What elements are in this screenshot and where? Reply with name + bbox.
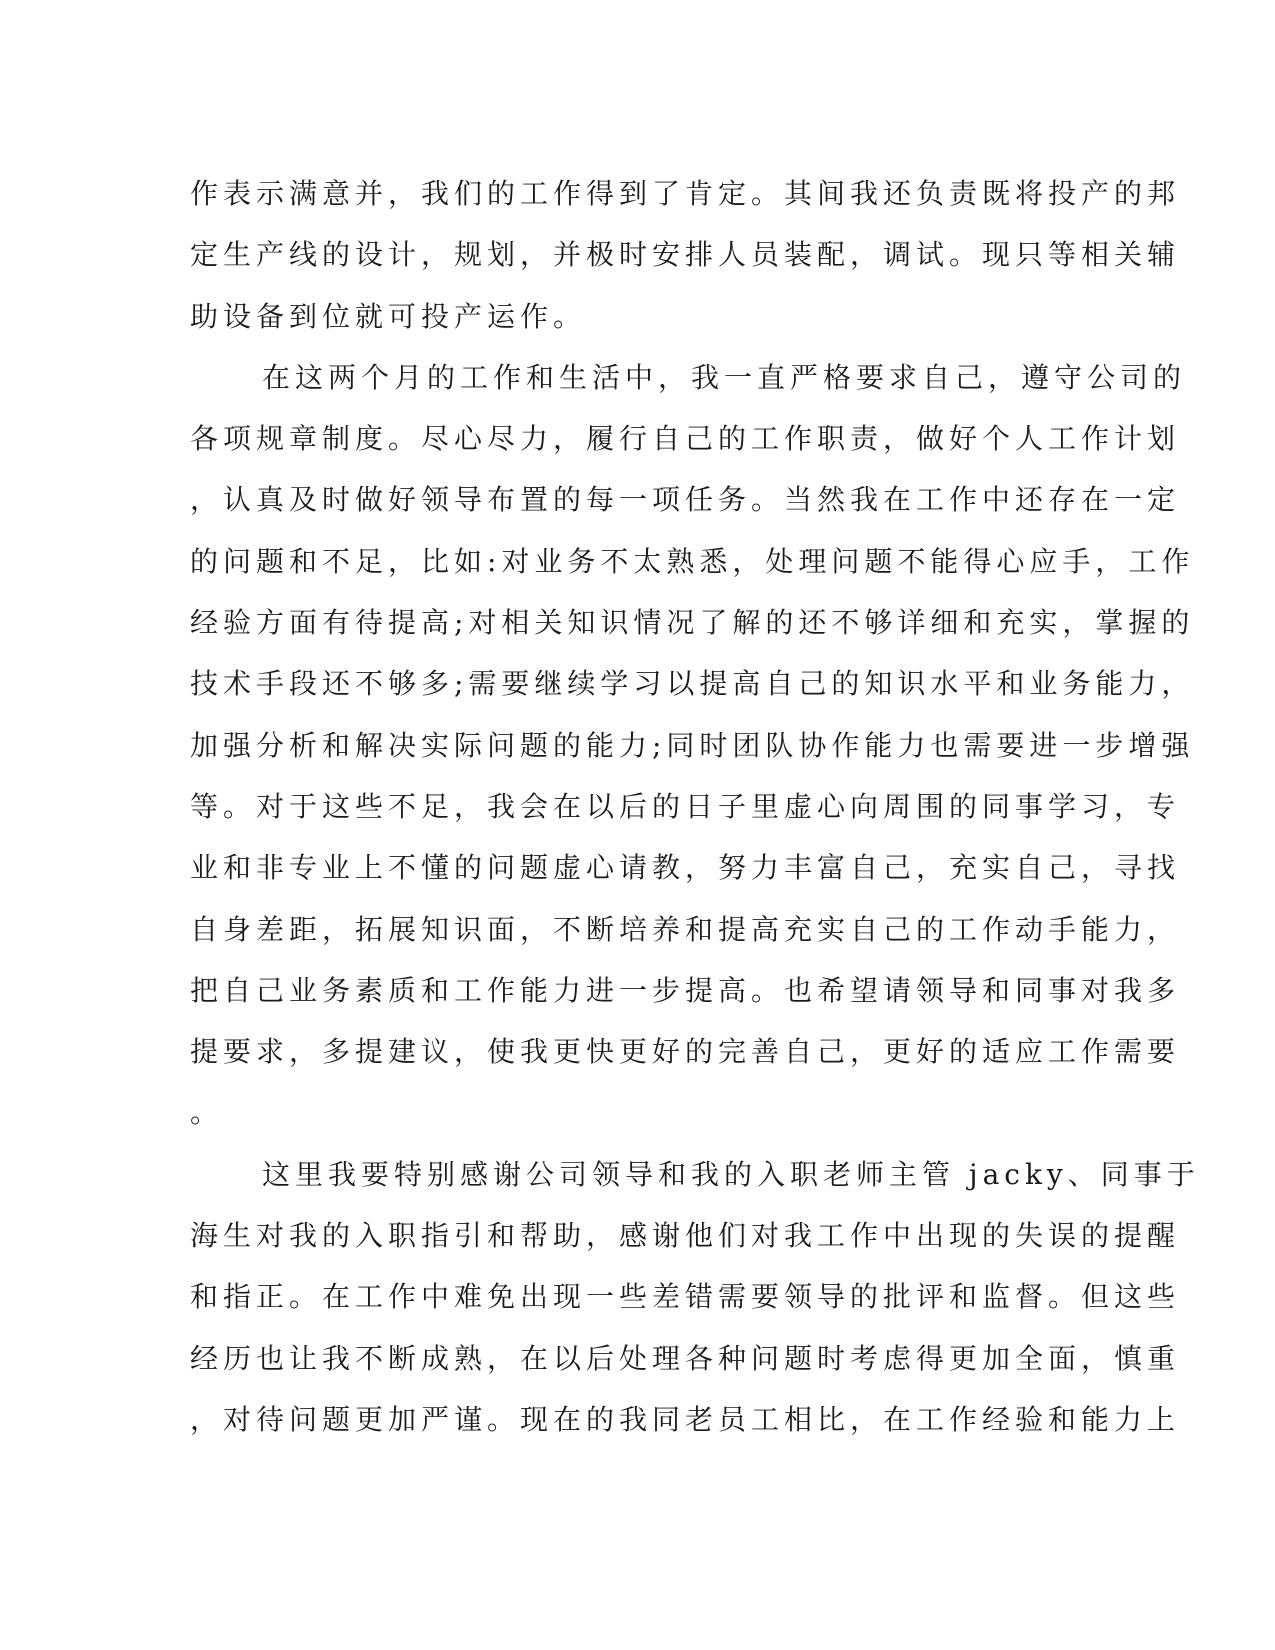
text-line: 和指正。在工作中难免出现一些差错需要领导的批评和监督。但这些 bbox=[190, 1280, 1181, 1314]
text-line: 的问题和不足，比如:对业务不太熟悉，处理问题不能得心应手，工作 bbox=[190, 544, 1195, 578]
text-line: 等。对于这些不足，我会在以后的日子里虚心向周围的同事学习，专 bbox=[190, 789, 1181, 823]
text-line: ，认真及时做好领导布置的每一项任务。当然我在工作中还存在一定 bbox=[190, 483, 1181, 517]
text-line: 作表示满意并，我们的工作得到了肯定。其间我还负责既将投产的邦 bbox=[190, 177, 1181, 210]
text-line: 技术手段还不够多;需要继续学习以提高自己的知识水平和业务能力， bbox=[190, 667, 1195, 701]
text-line: 助设备到位就可投产运作。 bbox=[190, 299, 587, 333]
text-line: 业和非专业上不懂的问题虚心请教，努力丰富自己，充实自己，寻找 bbox=[190, 851, 1181, 885]
text-line: 经验方面有待提高;对相关知识情况了解的还不够详细和充实，掌握的 bbox=[190, 606, 1195, 640]
text-line: 经历也让我不断成熟，在以后处理各种问题时考虑得更加全面，慎重 bbox=[190, 1341, 1181, 1375]
text-line: 定生产线的设计，规划，并极时安排人员装配，调试。现只等相关辅 bbox=[190, 238, 1181, 272]
text-line: 这里我要特别感谢公司领导和我的入职老师主管 jacky、同事于 bbox=[262, 1157, 1200, 1191]
text-line: 在这两个月的工作和生活中，我一直严格要求自己，遵守公司的 bbox=[262, 360, 1187, 394]
document-body bbox=[190, 163, 1200, 1450]
text-line: 把自己业务素质和工作能力进一步提高。也希望请领导和同事对我多 bbox=[190, 973, 1181, 1007]
text-line: ，对待问题更加严谨。现在的我同老员工相比，在工作经验和能力上 bbox=[190, 1402, 1181, 1436]
text-line: 加强分析和解决实际问题的能力;同时团队协作能力也需要进一步增强 bbox=[190, 728, 1195, 762]
text-line: 提要求，多提建议，使我更快更好的完善自己，更好的适应工作需要 bbox=[190, 1035, 1181, 1069]
text-line: 。 bbox=[190, 1096, 224, 1130]
text-line: 各项规章制度。尽心尽力，履行自己的工作职责，做好个人工作计划 bbox=[190, 422, 1181, 456]
text-line: 海生对我的入职指引和帮助，感谢他们对我工作中出现的失误的提醒 bbox=[190, 1219, 1181, 1253]
text-line: 自身差距，拓展知识面，不断培养和提高充实自己的工作动手能力， bbox=[190, 912, 1181, 946]
